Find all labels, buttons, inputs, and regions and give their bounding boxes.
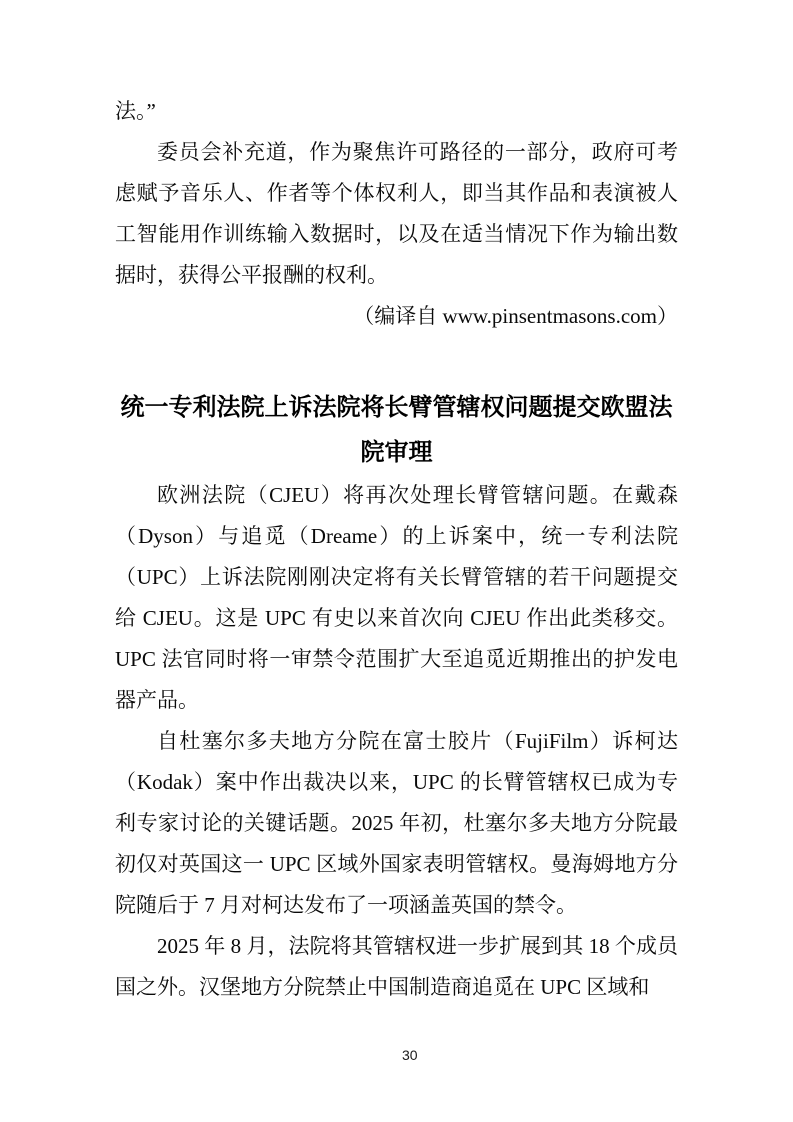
source-attribution: （编译自 www.pinsentmasons.com） — [353, 304, 678, 328]
paragraph-cjeu-referral: 欧洲法院（CJEU）将再次处理长臂管辖问题。在戴森（Dyson）与追觅（Dreame）的上诉案中，统一专利法院（UPC）上诉法院刚刚决定将有关长臂管辖的若干问题提交给 CJEU。这是 UPC 有史以来首次向 CJEU 作出此类移交。UPC 法官同时将一审禁令范围扩大至追觅近期推出的护发电器产品。 — [115, 483, 678, 712]
page-content — [115, 91, 678, 1008]
paragraph-jurisdiction-expansion: 2025 年 8 月，法院将其管辖权进一步扩展到其 18 个成员国之外。汉堡地方分院禁止中国制造商追觅在 UPC 区域和 — [115, 934, 678, 999]
paragraph-committee-remark: 委员会补充道，作为聚焦许可路径的一部分，政府可考虑赋予音乐人、作者等个体权利人，即当其作品和表演被人工智能用作训练输入数据时，以及在适当情况下作为输出数据时，获得公平报酬的权利。 — [115, 140, 678, 287]
paragraph-continuation: 法。” — [115, 99, 156, 123]
page-number: 30 — [402, 1047, 418, 1063]
article-title: 统一专利法院上诉法院将长臂管辖权问题提交欧盟法院审理 — [120, 394, 673, 466]
paragraph-fujifilm-kodak: 自杜塞尔多夫地方分院在富士胶片（FujiFilm）诉柯达（Kodak）案中作出裁决以来，UPC 的长臂管辖权已成为专利专家讨论的关键话题。2025 年初，杜塞尔多夫地方分院最初仅对英国这一 UPC 区域外国家表明管辖权。曼海姆地方分院随后于 7 月对柯达发布了一项涵盖英国的禁令。 — [115, 729, 678, 917]
